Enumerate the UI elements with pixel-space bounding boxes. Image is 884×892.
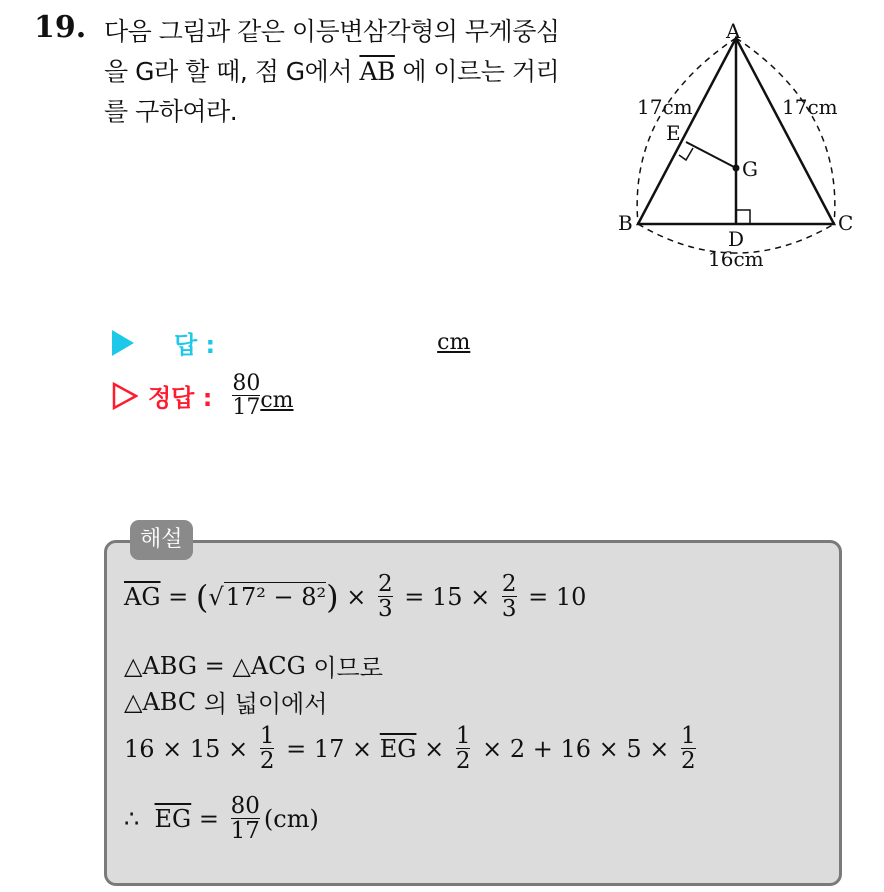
- solution-text-therefore: 이므로: [305, 654, 383, 682]
- question-line-2: [104, 52, 559, 88]
- correct-numerator: 80: [232, 371, 261, 396]
- triangle-figure: [600, 20, 860, 280]
- solution-line-4: [124, 724, 700, 773]
- answer-unit: cm: [437, 330, 471, 355]
- solution-line-3: [124, 684, 327, 719]
- correct-unit: cm: [260, 388, 294, 414]
- mid-expression: = 15 ×: [396, 582, 498, 611]
- label-c: C: [838, 211, 854, 235]
- point-g: [733, 165, 740, 172]
- fraction-1-2-b: $\frac{1}{2}$: [455, 723, 471, 775]
- answer-row: [112, 325, 470, 360]
- label-a: A: [726, 20, 741, 43]
- unit-cm: (cm): [263, 804, 319, 833]
- correct-answer-row: [112, 372, 294, 419]
- fraction-80-17: $\frac{80}{17}$: [230, 793, 260, 845]
- equals: =: [160, 582, 196, 611]
- label-left-side: 17cm: [637, 95, 693, 119]
- correct-fraction: [232, 372, 260, 419]
- times-2: ×: [416, 734, 452, 763]
- question-line-2-post: 에 이르는 거리: [394, 57, 560, 86]
- solution-line-5: [124, 794, 319, 843]
- right-angle-e: [679, 148, 693, 160]
- sqrt-body: 17² − 8²: [225, 583, 327, 612]
- sqrt-sign: √: [208, 582, 224, 611]
- fraction-1-2-a: $\frac{1}{2}$: [259, 723, 275, 775]
- segment-eg: $\overline{EG}$: [379, 734, 417, 763]
- equals-final: =: [191, 804, 227, 833]
- solution-line-2: [124, 648, 383, 683]
- question-line-2-pre: 을 G라 할 때, 점 G에서: [104, 57, 360, 86]
- segment-ab: $\overline{AB}$: [359, 57, 395, 86]
- segment-eg-final: $\overline{EG}$: [154, 804, 192, 833]
- question-number: 19.: [34, 10, 87, 45]
- result-10: = 10: [520, 582, 587, 611]
- segment-ag: $\overline{AG}$: [124, 582, 161, 611]
- area-right: × 2 + 16 × 5 ×: [474, 734, 677, 763]
- solution-tag: 해설: [130, 520, 193, 560]
- fraction-2-3-second: $\frac{2}{3}$: [501, 571, 517, 623]
- solution-text-area: 의 넓이에서: [196, 690, 328, 718]
- segment-ge: [686, 142, 736, 168]
- label-e: E: [666, 121, 681, 145]
- play-icon: [112, 330, 134, 356]
- correct-denominator: 17: [232, 395, 261, 421]
- fraction-2-3: $\frac{2}{3}$: [377, 571, 393, 623]
- congruence-statement: △ABG = △ACG: [124, 651, 306, 680]
- close-paren: ): [326, 577, 339, 616]
- therefore-symbol: ∴: [124, 804, 155, 833]
- correct-label: 정답 :: [148, 384, 213, 413]
- outline-play-icon: [112, 382, 138, 410]
- question-line-1: 다음 그림과 같은 이등변삼각형의 무게중심: [104, 17, 560, 46]
- right-angle-d: [736, 210, 750, 224]
- label-d: D: [728, 227, 745, 251]
- area-eq: = 17 ×: [278, 734, 380, 763]
- label-g: G: [742, 157, 758, 181]
- question-line-3: 를 구하여라.: [104, 97, 238, 126]
- open-paren: (: [195, 577, 209, 616]
- area-left: 16 × 15 ×: [124, 734, 256, 763]
- answer-label: 답 :: [174, 331, 216, 359]
- triangle-abc-text: △ABC: [124, 687, 197, 716]
- label-base: 16cm: [708, 247, 764, 271]
- solution-line-1: [124, 572, 586, 621]
- label-b: B: [618, 211, 633, 235]
- label-right-side: 17cm: [782, 95, 838, 119]
- fraction-1-2-c: $\frac{1}{2}$: [681, 723, 696, 775]
- times: ×: [338, 582, 374, 611]
